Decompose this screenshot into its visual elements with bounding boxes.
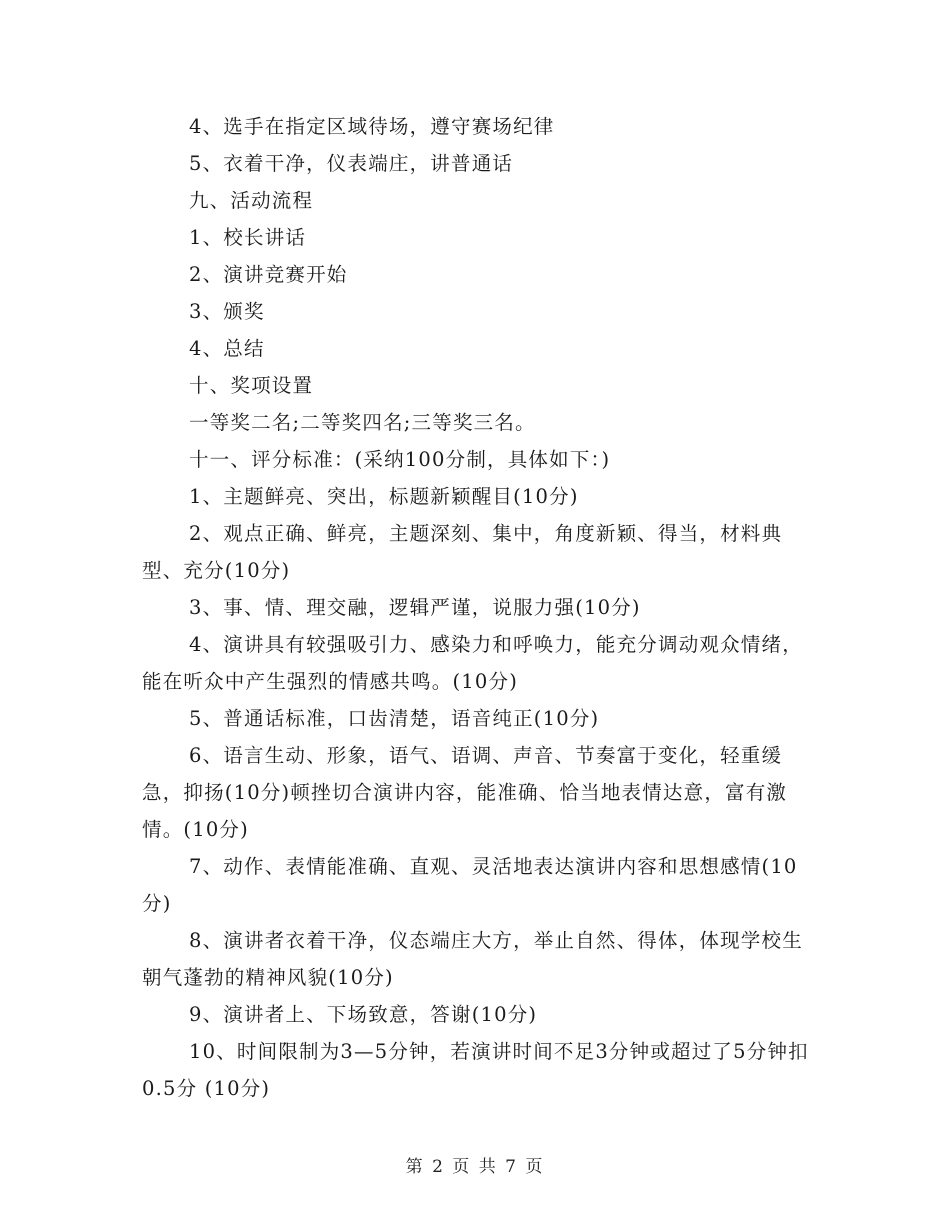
criterion-item: 4、演讲具有较强吸引力、感染力和呼唤力，能充分调动观众情绪，能在听众中产生强烈的情感共鸣。(10分) [142,633,803,693]
criterion-item: 5、普通话标准，口齿清楚，语音纯正(10分) [189,707,600,730]
criterion-item: 9、演讲者上、下场致意，答谢(10分) [189,1003,538,1026]
list-item-contestant-waiting: 4、选手在指定区域待场，遵守赛场纪律 [189,115,555,138]
section-heading-activity-process: 九、活动流程 [189,189,314,212]
list-item-attire: 5、衣着干净，仪表端庄，讲普通话 [189,152,514,175]
criterion-item: 2、观点正确、鲜亮，主题深刻、集中，角度新颖、得当，材料典型、充分(10分) [142,522,783,582]
list-item-principal-speech: 1、校长讲话 [189,226,307,249]
list-item-award-ceremony: 3、颁奖 [189,300,265,323]
paragraph-award-counts: 一等奖二名;二等奖四名;三等奖三名。 [189,411,536,434]
document-body [142,108,812,1107]
criterion-item: 6、语言生动、形象，语气、语调、声音、节奏富于变化，轻重缓急，抑扬(10分)顿挫切合演讲内容，能准确、恰当地表情达意，富有激情。(10分) [142,744,788,841]
page-number-footer: 第 2 页 共 7 页 [405,1157,545,1177]
criterion-item: 8、演讲者衣着干净，仪态端庄大方，举止自然、得体，体现学校生朝气蓬勃的精神风貌(10分) [142,929,803,989]
criterion-item: 10、时间限制为3—5分钟，若演讲时间不足3分钟或超过了5分钟扣0.5分 (10分) [142,1040,809,1100]
criterion-item: 3、事、情、理交融，逻辑严谨，说服力强(10分) [189,596,641,619]
section-heading-scoring: 十一、评分标准：(采纳100分制，具体如下：) [189,448,611,471]
criterion-item: 1、主题鲜亮、突出，标题新颖醒目(10分) [189,485,579,508]
criterion-item: 7、动作、表情能准确、直观、灵活地表达演讲内容和思想感情(10分) [142,855,798,915]
list-item-contest-start: 2、演讲竞赛开始 [189,263,348,286]
section-heading-awards: 十、奖项设置 [189,374,314,397]
list-item-summary: 4、总结 [189,337,265,360]
